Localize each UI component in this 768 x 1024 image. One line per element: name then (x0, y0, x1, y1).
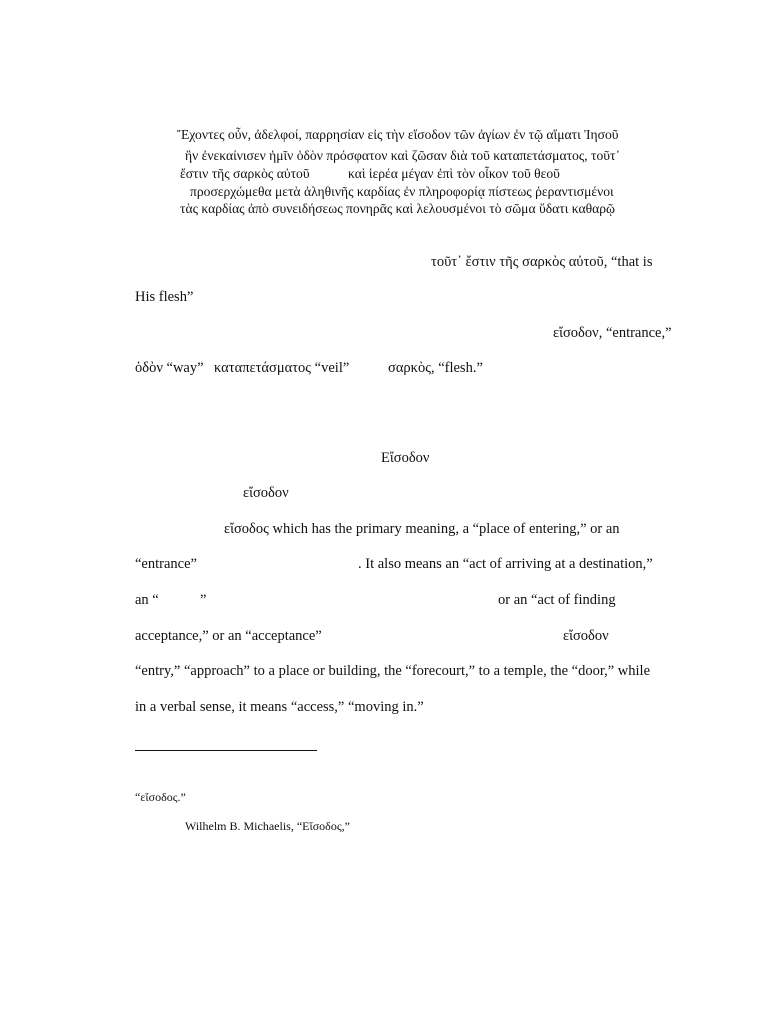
section-heading: Εἴσοδον (381, 450, 430, 466)
footnote-2: Wilhelm B. Michaelis, “Εἴσοδος,” (185, 819, 350, 833)
paragraph-5-line-2b: . It also means an “act of arriving at a destination,” (358, 556, 653, 572)
paragraph-5-line-4a: acceptance,” or an “acceptance” (135, 628, 322, 644)
block-quote-line-2: ἣν ἐνεκαίνισεν ἡμῖν ὁδὸν πρόσφατον καὶ ζῶσαν διὰ τοῦ καταπετάσματος, τοῦτ᾿ (185, 148, 620, 163)
paragraph-5-line-2a: “entrance” (135, 556, 197, 572)
paragraph-5-line-3a: an “ (135, 592, 159, 608)
paragraph-4-word: εἴσοδον (243, 485, 289, 501)
paragraph-1-line-end: τοῦτ᾿ ἔστιν τῆς σαρκὸς αὐτοῦ, “that is (431, 254, 653, 270)
paragraph-5-line-3b: ” (200, 592, 207, 608)
footnote-separator (135, 750, 317, 751)
block-quote-line-4: προσερχώμεθα μετὰ ἀληθινῆς καρδίας ἐν πληροφορίᾳ πίστεως ῥεραντισμένοι (190, 184, 614, 199)
word-sarkos: σαρκὸς, “flesh.” (388, 360, 483, 376)
paragraph-1-continuation: His flesh” (135, 289, 194, 305)
block-quote-line-1: Ἔχοντες οὖν, ἀδελφοί, παρρησίαν εἰς τὴν εἴσοδον τῶν ἁγίων ἐν τῷ αἵματι Ἰησοῦ (177, 127, 619, 142)
block-quote-line-5: τὰς καρδίας ἀπὸ συνειδήσεως πονηρᾶς καὶ λελουσμένοι τὸ σῶμα ὕδατι καθαρῷ (180, 201, 615, 216)
paragraph-5-line-4b: εἴσοδον (563, 628, 609, 644)
paragraph-2-line-end: εἴσοδον, “entrance,” (553, 325, 672, 341)
paragraph-5-line-3c: or an “act of finding (498, 592, 616, 608)
footnote-1: “εἴσοδος.” (135, 790, 186, 804)
paragraph-5-line-5: “entry,” “approach” to a place or building, the “forecourt,” to a temple, the “door,” while (135, 663, 651, 679)
word-hodon: ὁδὸν “way” (135, 360, 204, 376)
word-katapetasmatos: καταπετάσματος “veil” (214, 360, 350, 376)
block-quote-line-3a: ἔστιν τῆς σαρκὸς αὐτοῦ (180, 166, 310, 181)
paragraph-5-line-1: εἴσοδος which has the primary meaning, a “place of entering,” or an (224, 521, 620, 537)
block-quote-line-3b: καὶ ἱερέα μέγαν ἐπὶ τὸν οἶκον τοῦ θεοῦ (348, 166, 560, 181)
paragraph-5-line-6: in a verbal sense, it means “access,” “moving in.” (135, 699, 424, 715)
